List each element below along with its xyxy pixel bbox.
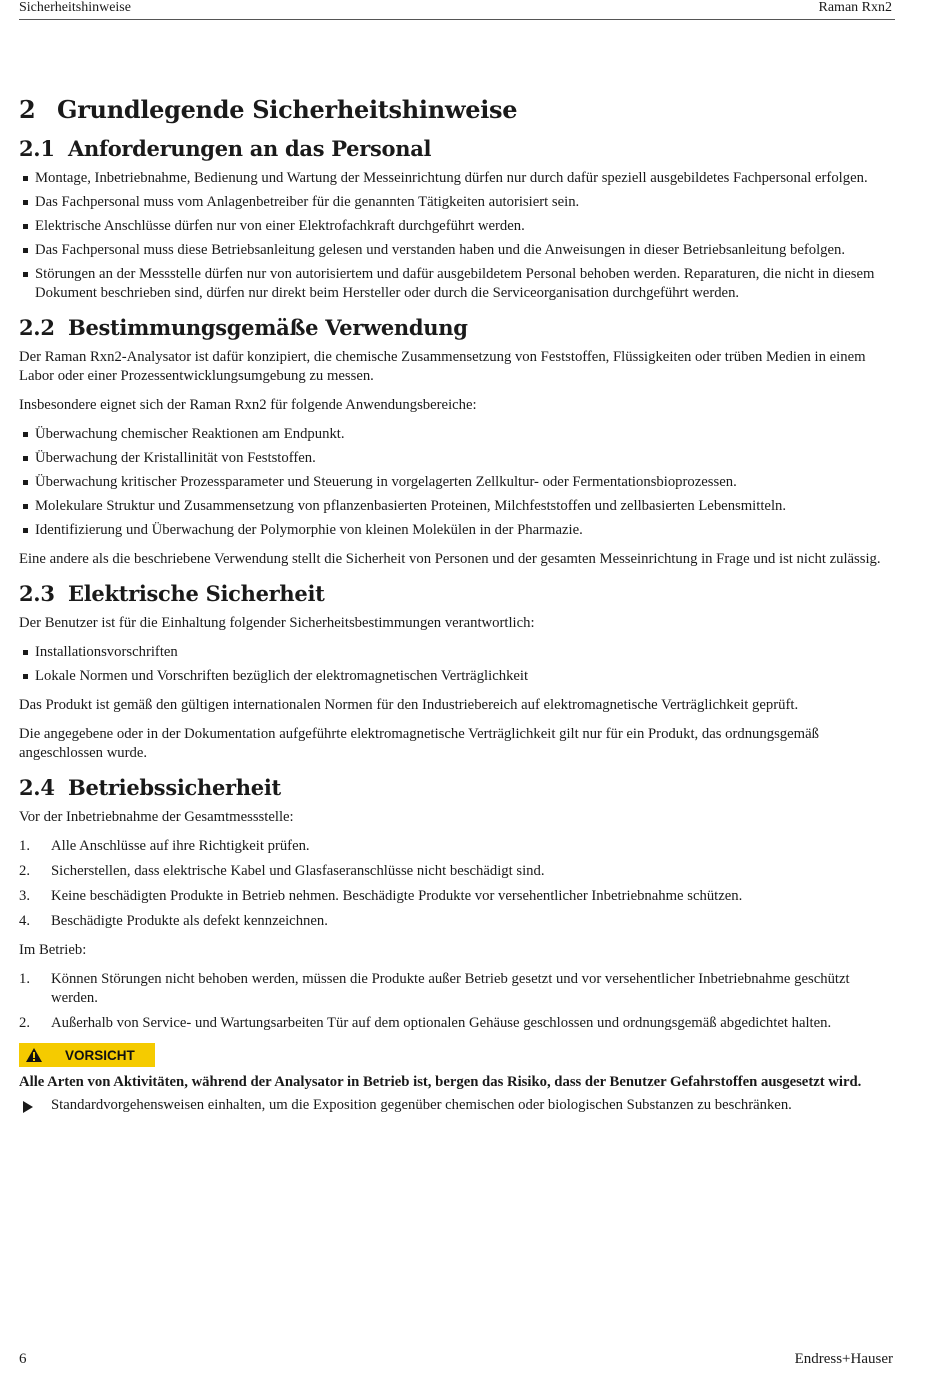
list-item-text: Überwachung chemischer Reaktionen am Endpunkt. <box>35 426 345 442</box>
section-number: 2.2 <box>19 315 55 340</box>
section-heading-2-2 <box>19 313 891 343</box>
list-item-text: Lokale Normen und Vorschriften bezüglich der elektromagnetischen Verträglichkeit <box>35 668 529 684</box>
warning-triangle-icon <box>19 1047 49 1063</box>
step-text: Sicherstellen, dass elektrische Kabel und Glasfaseranschlüsse nicht beschädigt sind. <box>51 863 545 879</box>
list-item <box>19 667 891 686</box>
paragraph: Insbesondere eignet sich der Raman Rxn2 für folgende Anwendungsbereiche: <box>19 397 477 413</box>
list-item <box>19 169 891 188</box>
paragraph: Das Produkt ist gemäß den gültigen internationalen Normen für den Industriebereich auf elektromagnetische Verträglichkeit geprüft. <box>19 697 799 713</box>
bullet-square-icon <box>23 224 28 229</box>
list-item <box>19 912 891 931</box>
paragraph: Im Betrieb: <box>19 942 87 958</box>
bullet-square-icon <box>23 480 28 485</box>
paragraph: Vor der Inbetriebnahme der Gesamtmessstelle: <box>19 809 294 825</box>
bullet-square-icon <box>23 674 28 679</box>
chapter-heading <box>19 92 891 128</box>
safety-regulations-list <box>19 643 891 686</box>
page-number: 6 <box>19 1351 27 1367</box>
page-header <box>19 0 895 20</box>
step-number: 3. <box>19 888 31 904</box>
list-item <box>19 265 891 303</box>
list-item <box>19 193 891 212</box>
list-item-text: Montage, Inbetriebnahme, Bedienung und Wartung der Messeinrichtung dürfen nur durch dafür speziell ausgebildetes Fachpersonal erfolgen. <box>35 170 868 186</box>
list-item <box>19 217 891 236</box>
list-item <box>19 497 891 516</box>
bullet-square-icon <box>23 272 28 277</box>
section-title: Anforderungen an das Personal <box>68 136 432 161</box>
bullet-square-icon <box>23 200 28 205</box>
paragraph: Eine andere als die beschriebene Verwendung stellt die Sicherheit von Personen und der gesamten Messeinrichtung in Frage und ist nicht zulässig. <box>19 551 881 567</box>
step-number: 4. <box>19 913 31 929</box>
step-text: Können Störungen nicht behoben werden, müssen die Produkte außer Betrieb gesetzt und vor versehentlicher Inbetriebnahme geschützt werden. <box>51 971 850 1006</box>
section-heading-2-4 <box>19 773 891 803</box>
action-arrow-icon <box>23 1100 33 1119</box>
list-item-text: Elektrische Anschlüsse dürfen nur von einer Elektrofachkraft durchgeführt werden. <box>35 218 525 234</box>
section-heading-2-1 <box>19 134 891 164</box>
bullet-square-icon <box>23 432 28 437</box>
step-text: Außerhalb von Service- und Wartungsarbeiten Tür auf dem optionalen Gehäuse geschlossen und ordnungsgemäß abgedichtet halten. <box>51 1015 832 1031</box>
list-item <box>19 473 891 492</box>
paragraph: Der Benutzer ist für die Einhaltung folgender Sicherheitsbestimmungen verantwortlich: <box>19 615 535 631</box>
brand-name: Endress+Hauser <box>794 1351 893 1367</box>
bullet-square-icon <box>23 456 28 461</box>
step-number: 2. <box>19 863 31 879</box>
list-item-text: Das Fachpersonal muss vom Anlagenbetreiber für die genannten Tätigkeiten autorisiert sein. <box>35 194 580 210</box>
list-item-text: Installationsvorschriften <box>35 644 178 660</box>
step-number: 1. <box>19 838 31 854</box>
section-number: 2.1 <box>19 136 55 161</box>
list-item-text: Störungen an der Messstelle dürfen nur von autorisiertem und dafür ausgebildetem Personal behoben werden. Reparaturen, die nicht in diesem Dokument beschrieben sind, dürfen nur direkt beim Hersteller oder durch die Serviceorganisation durchgeführt werden. <box>35 266 875 301</box>
personnel-requirements-list <box>19 169 891 303</box>
pre-commissioning-steps <box>19 837 891 931</box>
list-item <box>19 449 891 468</box>
list-item <box>19 425 891 444</box>
caution-action-text: Standardvorgehensweisen einhalten, um die Exposition gegenüber chemischen oder biologischen Substanzen zu beschränken. <box>51 1097 792 1113</box>
page-content <box>19 92 891 1115</box>
bullet-square-icon <box>23 504 28 509</box>
section-title: Betriebssicherheit <box>68 775 281 800</box>
list-item-text: Überwachung kritischer Prozessparameter und Steuerung in vorgelagerten Zellkultur- oder Fermentationsbioprozessen. <box>35 474 737 490</box>
list-item <box>19 1014 891 1033</box>
header-section-title: Sicherheitshinweise <box>19 0 131 15</box>
bullet-square-icon <box>23 176 28 181</box>
bullet-square-icon <box>23 248 28 253</box>
chapter-title: Grundlegende Sicherheitshinweise <box>57 95 518 124</box>
caution-banner <box>19 1043 155 1067</box>
application-areas-list <box>19 425 891 540</box>
step-number: 1. <box>19 971 31 987</box>
bullet-square-icon <box>23 528 28 533</box>
list-item-text: Überwachung der Kristallinität von Feststoffen. <box>35 450 316 466</box>
step-text: Beschädigte Produkte als defekt kennzeichnen. <box>51 913 328 929</box>
operation-steps <box>19 970 891 1033</box>
list-item <box>19 862 891 881</box>
caution-action <box>19 1096 891 1115</box>
list-item <box>19 887 891 906</box>
chapter-number: 2 <box>19 95 36 124</box>
section-title: Elektrische Sicherheit <box>68 581 325 606</box>
section-number: 2.3 <box>19 581 55 606</box>
step-number: 2. <box>19 1015 31 1031</box>
list-item <box>19 241 891 260</box>
list-item-text: Das Fachpersonal muss diese Betriebsanleitung gelesen und verstanden haben und die Anweisungen in dieser Betriebsanleitung befolgen. <box>35 242 846 258</box>
section-number: 2.4 <box>19 775 55 800</box>
list-item <box>19 970 891 1008</box>
section-title: Bestimmungsgemäße Verwendung <box>68 315 468 340</box>
list-item <box>19 837 891 856</box>
step-text: Alle Anschlüsse auf ihre Richtigkeit prüfen. <box>51 838 310 854</box>
bullet-square-icon <box>23 650 28 655</box>
section-heading-2-3 <box>19 579 891 609</box>
list-item-text: Molekulare Struktur und Zusammensetzung von pflanzenbasierten Proteinen, Milchfeststoffen und zellbasierten Lebensmitteln. <box>35 498 787 514</box>
caution-text: Alle Arten von Aktivitäten, während der Analysator in Betrieb ist, bergen das Risiko, dass der Benutzer Gefahrstoffen ausgesetzt wird. <box>19 1074 862 1090</box>
step-text: Keine beschädigten Produkte in Betrieb nehmen. Beschädigte Produkte vor versehentlicher Inbetriebnahme schützen. <box>51 888 743 904</box>
list-item-text: Identifizierung und Überwachung der Polymorphie von kleinen Molekülen in der Pharmazie. <box>35 522 583 538</box>
list-item <box>19 643 891 662</box>
header-product-name: Raman Rxn2 <box>818 0 892 15</box>
list-item <box>19 521 891 540</box>
caution-label: VORSICHT <box>65 1047 135 1063</box>
paragraph: Der Raman Rxn2-Analysator ist dafür konzipiert, die chemische Zusammensetzung von Feststoffen, Flüssigkeiten oder trüben Medien in einem Labor oder einer Prozessentwicklungsumgebung zu messen. <box>19 349 866 384</box>
paragraph: Die angegebene oder in der Dokumentation aufgeführte elektromagnetische Verträglichkeit gilt nur für ein Produkt, das ordnungsgemäß angeschlossen wurde. <box>19 726 819 761</box>
